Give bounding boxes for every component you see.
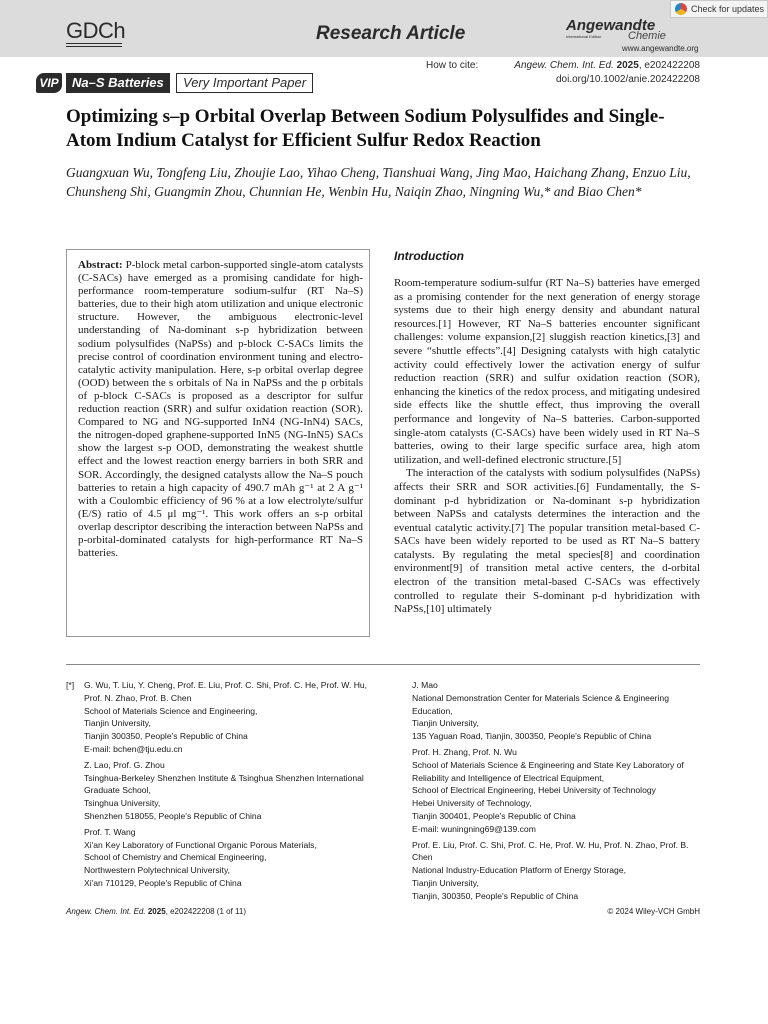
footer-journal: Angew. Chem. Int. Ed. <box>66 907 146 916</box>
affiliation-block <box>394 839 704 903</box>
affiliation-line: 135 Yaguan Road, Tianjin, 300350, People's Republic of China <box>412 731 652 742</box>
citation-year: 2025 <box>616 60 639 71</box>
affiliation-line: Tianjin University, <box>412 877 479 888</box>
citation-article: e202422208 <box>644 60 700 71</box>
footnote-divider <box>66 664 700 665</box>
journal-logo: Angewandte <box>566 17 656 34</box>
affiliation-block <box>394 746 704 836</box>
introduction-paragraph-2: The interaction of the catalysts with sodium polysulfides (NaPSs) affects their SRR and SOR activities.[6] Fundamentally, the S-dominant p-d hybridization or Na-dominant s-p hybridization between NaPSs and catalysts determines the interaction and the eventual catalytic activity.[7] The popular transition metal-based C-SACs have been widely reported to be used as RT Na–S battery catalysts. By regulating the metal species[8] and coordination environment[9] of transition metal active centers, the d-orbital electron of the transition metal-based C-SACs was effectively controlled to regulate their S-dominant p-d hybridization with NaPSs,[10] ultimately <box>394 467 700 616</box>
affiliation-line: Tsinghua University, <box>84 798 161 809</box>
affiliation-names: Prof. E. Liu, Prof. C. Shi, Prof. C. He, Prof. W. Hu, Prof. N. Zhao, Prof. B. Chen <box>412 839 689 863</box>
affiliation-line: Shenzhen 518055, People's Republic of China <box>84 810 262 821</box>
affiliations-left <box>66 679 376 893</box>
check-updates-label: Check for updates <box>691 4 765 14</box>
how-to-cite-label: How to cite: <box>426 60 479 71</box>
journal-url[interactable]: www.angewandte.org <box>622 44 699 53</box>
introduction-heading: Introduction <box>394 249 464 263</box>
paper-type-tag: Very Important Paper <box>176 73 313 93</box>
affiliation-block <box>66 826 376 890</box>
journal-subtitle: Chemie <box>628 30 666 42</box>
footer-year: 2025 <box>147 907 166 916</box>
doi-link[interactable]: doi.org/10.1002/anie.202422208 <box>555 74 700 85</box>
abstract-label: Abstract: <box>78 259 123 271</box>
affiliation-line: Tianjin 300350, People's Republic of China <box>84 731 248 742</box>
affiliation-line: School of Electrical Engineering, Hebei University of Technology <box>412 785 656 796</box>
author-list: Guangxuan Wu, Tongfeng Liu, Zhoujie Lao, Yihao Cheng, Tianshuai Wang, Jing Mao, Haichang Zhang, Enzuo Liu, Chunsheng Shi, Guangmin Zhou, Chunnian He, Wenbin Hu, Naiqin Zhao, Ningning Wu,* and Biao Chen* <box>66 165 691 199</box>
article-title: Optimizing s–p Orbital Overlap Between Sodium Polysulfides and Single-Atom Indium Catalyst for Efficient Sulfur Redox Reaction <box>66 106 665 151</box>
affiliation-names: Prof. H. Zhang, Prof. N. Wu <box>412 746 517 757</box>
publisher-logo-rule-2 <box>66 46 122 47</box>
affiliation-line: E-mail: wuningning69@139.com <box>412 823 536 834</box>
crossmark-icon <box>675 3 687 15</box>
citation-block <box>426 59 700 87</box>
citation-journal: Angew. Chem. Int. Ed. <box>514 60 614 71</box>
section-title: Research Article <box>316 23 466 44</box>
affiliation-line: Northwestern Polytechnical University, <box>84 865 230 876</box>
affiliation-line: Xi'an 710129, People's Republic of China <box>84 877 242 888</box>
affiliation-line: Tianjin 300401, People's Republic of China <box>412 810 576 821</box>
affiliation-line: School of Materials Science and Engineering, <box>84 705 258 716</box>
affiliation-line: E-mail: bchen@tju.edu.cn <box>84 743 183 754</box>
footer-page-info: e202422208 (1 of 11) <box>170 907 247 916</box>
vip-badge: VIP <box>36 73 62 93</box>
affiliation-line: Tianjin, 300350, People's Republic of China <box>412 890 579 901</box>
affiliation-line: Tsinghua-Berkeley Shenzhen Institute & Tsinghua Shenzhen International Graduate School, <box>84 772 364 796</box>
footer-citation: Angew. Chem. Int. Ed. 2025, e202422208 (1 of 11) <box>66 907 247 916</box>
affiliation-names: G. Wu, T. Liu, Y. Cheng, Prof. E. Liu, Prof. C. Shi, Prof. C. He, Prof. W. Hu, Prof. N. Zhao, Prof. B. Chen <box>84 680 368 703</box>
affiliation-line: Xi'an Key Laboratory of Functional Organic Porous Materials, <box>84 839 317 850</box>
introduction-body <box>394 277 700 617</box>
affiliations-right <box>394 679 704 906</box>
affiliation-names: Z. Lao, Prof. G. Zhou <box>84 759 165 770</box>
affiliation-block <box>394 679 704 743</box>
publisher-logo: GDCh <box>66 18 126 43</box>
abstract <box>78 259 363 560</box>
journal-edition: International Edition <box>566 34 602 39</box>
affiliation-block <box>66 759 376 823</box>
affiliation-line: Tianjin University, <box>412 718 479 729</box>
affiliation-line: Hebei University of Technology, <box>412 798 532 809</box>
affiliation-line: School of Chemistry and Chemical Engineering, <box>84 852 267 863</box>
topic-tag: Na–S Batteries <box>66 73 170 93</box>
affiliation-line: School of Materials Science & Engineering and State Key Laboratory of Reliability and Intelligence of Electrical Equipment, <box>412 759 684 783</box>
abstract-text: P-block metal carbon-supported single-atom catalysts (C-SACs) have emerged as a promising candidate for high-performance room-temperature sodium-sulfur (RT Na–S) batteries, due to their high atom utilization and unique electronic structure. However, the ambiguous electronic-level understanding of Na-dominant s-p hybridization between sodium polysulfides (NaPSs) and p-block C-SACs limits the precise control of coordination environment tuning and electro-catalytic activity manipulation. Here, s-p orbital overlap degree (OOD) between the s orbitals of Na in NaPSs and the p orbitals of p-block C-SACs is proposed as a descriptor for sulfur reduction reaction (SRR) and sulfur oxidation reaction (SOR). Compared to NG and NG-supported InN4 (NG-InN4) SACs, the nitrogen-doped graphene-supported InN5 (NG-InN5) SACs show the largest s-p OOD, demonstrating the weakest shuttle effect and the lowest reaction energy barriers in both SRR and SOR. Accordingly, the designed catalysts allow the Na–S pouch batteries to retain a high capacity of 490.7 mAh g⁻¹ at 2 A g⁻¹ with a Coulombic efficiency of 96 % at a low electrolyte/sulfur (E/S) ratio of 4.5 μl mg⁻¹. This work offers an s-p orbital overlap descriptor describing the interaction between NaPSs and p-orbital-dominated catalysts for high-performance RT Na–S batteries. <box>78 259 364 560</box>
affiliation-mark: [*] <box>66 680 75 690</box>
affiliation-line: National Industry-Education Platform of Energy Storage, <box>412 865 627 876</box>
introduction-paragraph-1: Room-temperature sodium-sulfur (RT Na–S) batteries have emerged as a promising contender for the next generation of energy storage systems due to their high energy density and abundant natural resources.[1] However, RT Na–S batteries encounter significant challenges: volume expansion,[2] sluggish reaction kinetics,[3] and severe “shuttle effects”.[4] Designing catalysts with high catalytic activity could effectively lower the activation energy of sulfur reduction reaction (SRR) and sulfur oxidation reaction (SOR), enhancing the kinetics of the redox process, and mitigating undesired side effects like the shuttle effect, thus improving the overall performance and longevity of Na–S batteries. Carbon-supported single-atom catalysts (C-SACs) have been widely used in RT Na–S batteries, owing to their large specific surface area, high atom utilization, and well-defined electronic structure.[5] <box>394 277 700 466</box>
publisher-logo-rule <box>66 43 122 44</box>
affiliation-names: Prof. T. Wang <box>84 826 136 837</box>
affiliation-block <box>66 679 376 756</box>
affiliation-line: Tianjin University, <box>84 718 151 729</box>
citation-reference: Angew. Chem. Int. Ed. 2025, e202422208 <box>514 60 700 71</box>
affiliation-line: National Demonstration Center for Materials Science & Engineering Education, <box>412 692 669 716</box>
affiliation-names: J. Mao <box>412 680 438 690</box>
footer-copyright: © 2024 Wiley-VCH GmbH <box>607 907 700 916</box>
check-updates-button[interactable] <box>670 0 768 18</box>
